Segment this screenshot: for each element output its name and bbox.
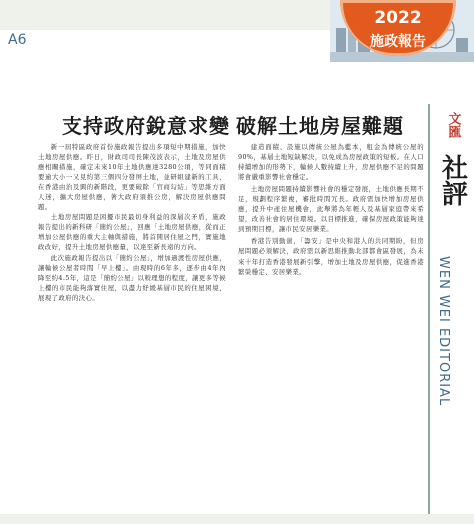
badge-year: 2022 — [374, 8, 422, 28]
editorial-mark — [432, 108, 474, 212]
headline-left: 支持政府銳意求變 — [62, 114, 230, 138]
column-english-title: WEN WEI EDITORIAL — [436, 256, 451, 407]
brand-mark: 文匯 — [445, 112, 461, 138]
column-title: 社評 — [437, 154, 468, 206]
headline-right: 破解土地房屋難題 — [236, 114, 404, 138]
bottom-strip — [0, 514, 474, 524]
article-paragraph: 此次施政報告提出以「簡約公屋」，增加過渡性房屋供應，讓輪候公屋者時間「早上樓」。由現時的6年多，逐步由4年內降至約4.5年，這是「簡約公屋」以較理想的程度，讓更多等候上樓的市民能夠落實住屋，以盡力紓緩基層市民的住屋困境，展現了政府的決心。 — [38, 253, 226, 302]
article-paragraph: 建造面積、設施以傳統公屋為藍本，租金為傳統公屋的90%，基層土地短缺解決，以免成為房屋政策的短板。在人口持續增加的形勢下，輪候人數持續上升，房屋供應不足的問題將會嚴重影響社會穩定。 — [238, 143, 424, 182]
article-paragraph: 土地房屋問題持續影響社會的穩定發展，土地供應長期不足，規劃程序繁複，審批時間冗長。政府需加快增加房屋供應，提升中產住屋機會，此舉將為年輕人及基層家庭帶來希望，改善社會的居住環境。以目標推進，確保房屋政策能夠達到預期目標，讓市民安居樂業。 — [238, 185, 424, 234]
badge-title: 施政報告 — [370, 34, 426, 50]
article-paragraph: 土地房屋問題是困擾市民最切身利益的深層次矛盾，施政報告提出的新科研「簡約公屋」，回應「土地房屋供應，從而正增加公屋供應的重大主軸與措施，將首開居住屋之門，實施地政改好，提升土地房屋供應量，以達至新長遠的方向。 — [38, 213, 226, 252]
article-column-right — [238, 142, 424, 277]
column-divider — [428, 104, 430, 522]
article-column-left — [38, 142, 226, 303]
article-paragraph: 香港告別動盪，「籌安」是中央和港人的共同期盼，但房屋問題必須解決，政府需以新思維推動北部都會區發展，為未來十年打造香港發展新引擎，增加土地及房屋供應，促進香港繁榮穩定、安居樂業。 — [238, 237, 424, 276]
article-paragraph: 新一屆特區政府首份施政報告提出多項短中期措施，加快土地房屋供應。昨日，財政司司長陳茂波表示，土地及房屋供應相關措施，確定未來10年土地供應達3280公頃，等同面積要逾大小一又見約第三個四分發屏土地，並研組建新的工具，在香港由治及興的新階段，更要破除「官商勾結」等思維方面人迷，擴大房屋供應，著大政府須推公房，解決房屋供應問題。 — [38, 143, 226, 212]
page-number: A6 — [8, 32, 27, 48]
